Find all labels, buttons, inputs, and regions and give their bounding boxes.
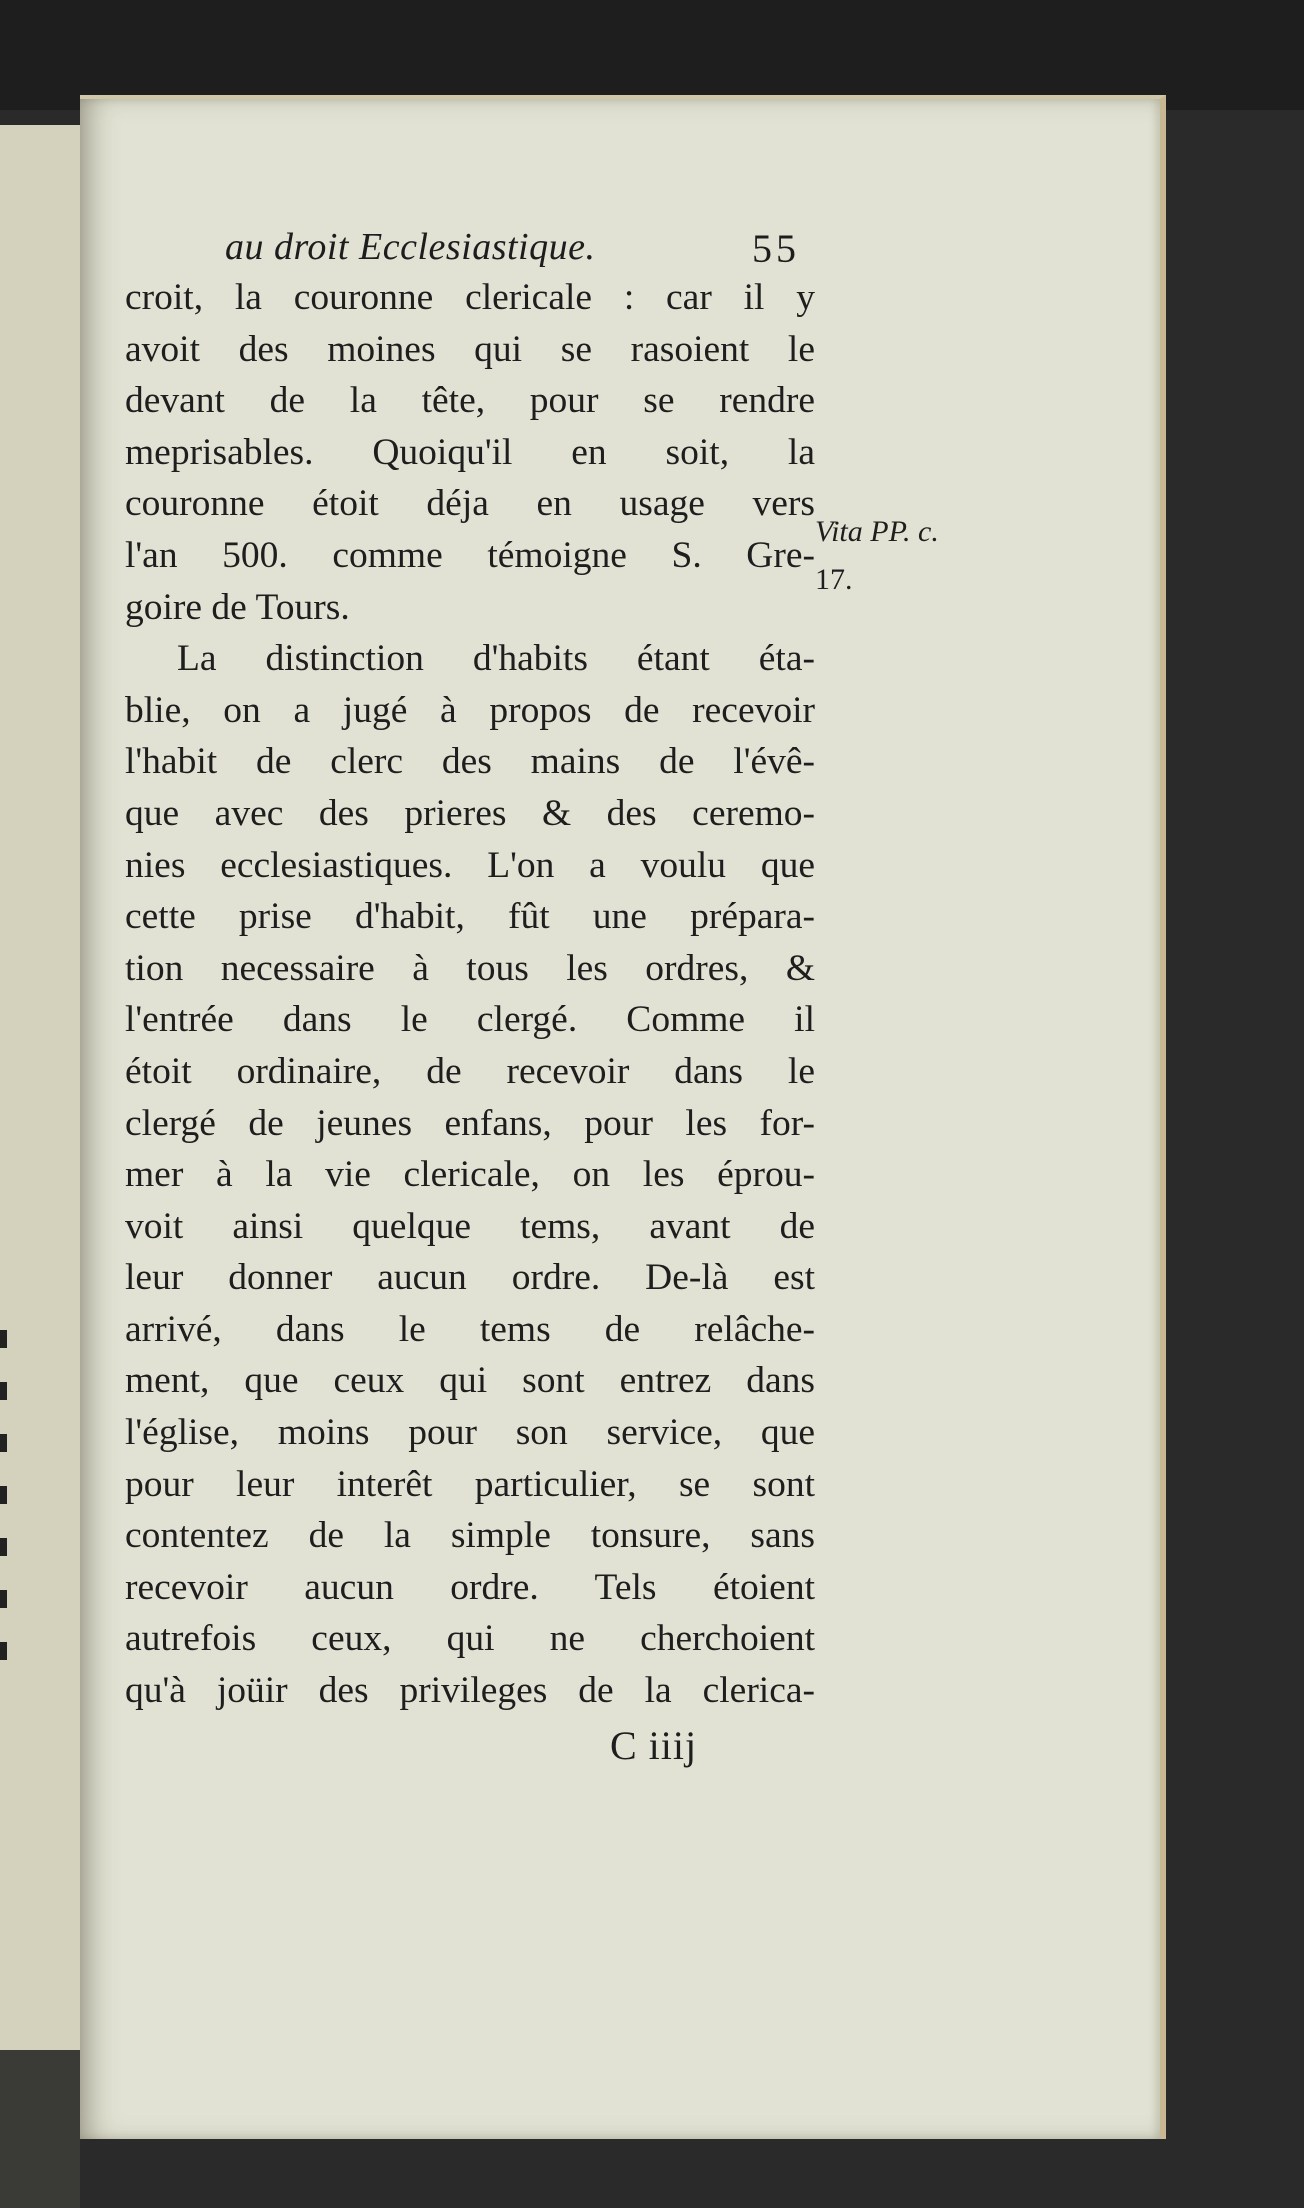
text-line: mer à la vie clericale, on les éprou-: [125, 1154, 815, 1196]
text-line: autrefois ceux, qui ne cherchoient: [125, 1618, 815, 1660]
text-line: l'an 500. comme témoigne S. Gre-: [125, 534, 815, 576]
backdrop: [0, 0, 1304, 110]
text-fragment: [0, 1330, 7, 1348]
text-line: meprisables. Quoiqu'il en soit, la: [125, 431, 815, 473]
text-line: pour leur interêt particulier, se sont: [125, 1463, 815, 1505]
text-line: blie, on a jugé à propos de recevoir: [125, 689, 815, 731]
text-line: recevoir aucun ordre. Tels étoient: [125, 1566, 815, 1608]
text-fragment: [0, 1486, 7, 1504]
paragraph-start-line: La distinction d'habits étant éta-: [177, 638, 815, 680]
margin-note-reference: Vita PP. c.: [815, 515, 939, 548]
text-fragment: [0, 1590, 7, 1608]
margin-note: [815, 508, 939, 604]
facing-page-text-fragments: [0, 1330, 14, 1750]
text-line: voit ainsi quelque tems, avant de: [125, 1205, 815, 1247]
text-line: que avec des prieres & des ceremo-: [125, 792, 815, 834]
text-line: arrivé, dans le tems de relâche-: [125, 1308, 815, 1350]
text-line: devant de la tête, pour se rendre: [125, 380, 815, 422]
text-line: avoit des moines qui se rasoient le: [125, 328, 815, 370]
text-line: nies ecclesiastiques. L'on a voulu que: [125, 844, 815, 886]
text-line: l'église, moins pour son service, que: [125, 1412, 815, 1454]
facing-page-edge: [0, 125, 84, 2050]
text-fragment: [0, 1538, 7, 1556]
margin-note-chapter: 17.: [815, 563, 853, 596]
text-fragment: [0, 1642, 7, 1660]
text-line: couronne étoit déja en usage vers: [125, 483, 815, 525]
text-line: clergé de jeunes enfans, pour les for-: [125, 1102, 815, 1144]
text-fragment: [0, 1382, 7, 1400]
body-text: [125, 272, 815, 1717]
text-line: tion necessaire à tous les ordres, &: [125, 947, 815, 989]
running-title: au droit Ecclesiastique.: [225, 226, 596, 268]
text-line: qu'à joüir des privileges de la clerica-: [125, 1670, 815, 1712]
page-number: 55: [752, 226, 800, 271]
text-line: goire de Tours.: [125, 586, 350, 628]
text-line: leur donner aucun ordre. De-là est: [125, 1257, 815, 1299]
text-line: cette prise d'habit, fût une prépara-: [125, 896, 815, 938]
facing-page-shadow: [0, 2050, 80, 2208]
text-line: l'habit de clerc des mains de l'évê-: [125, 741, 815, 783]
text-line: croit, la couronne clericale : car il y: [125, 277, 815, 318]
signature-mark: C iiij: [610, 1723, 698, 1768]
text-line: contentez de la simple tonsure, sans: [125, 1515, 815, 1557]
text-line: l'entrée dans le clergé. Comme il: [125, 999, 815, 1041]
text-fragment: [0, 1434, 7, 1452]
text-line: ment, que ceux qui sont entrez dans: [125, 1360, 815, 1402]
text-line: étoit ordinaire, de recevoir dans le: [125, 1050, 815, 1092]
